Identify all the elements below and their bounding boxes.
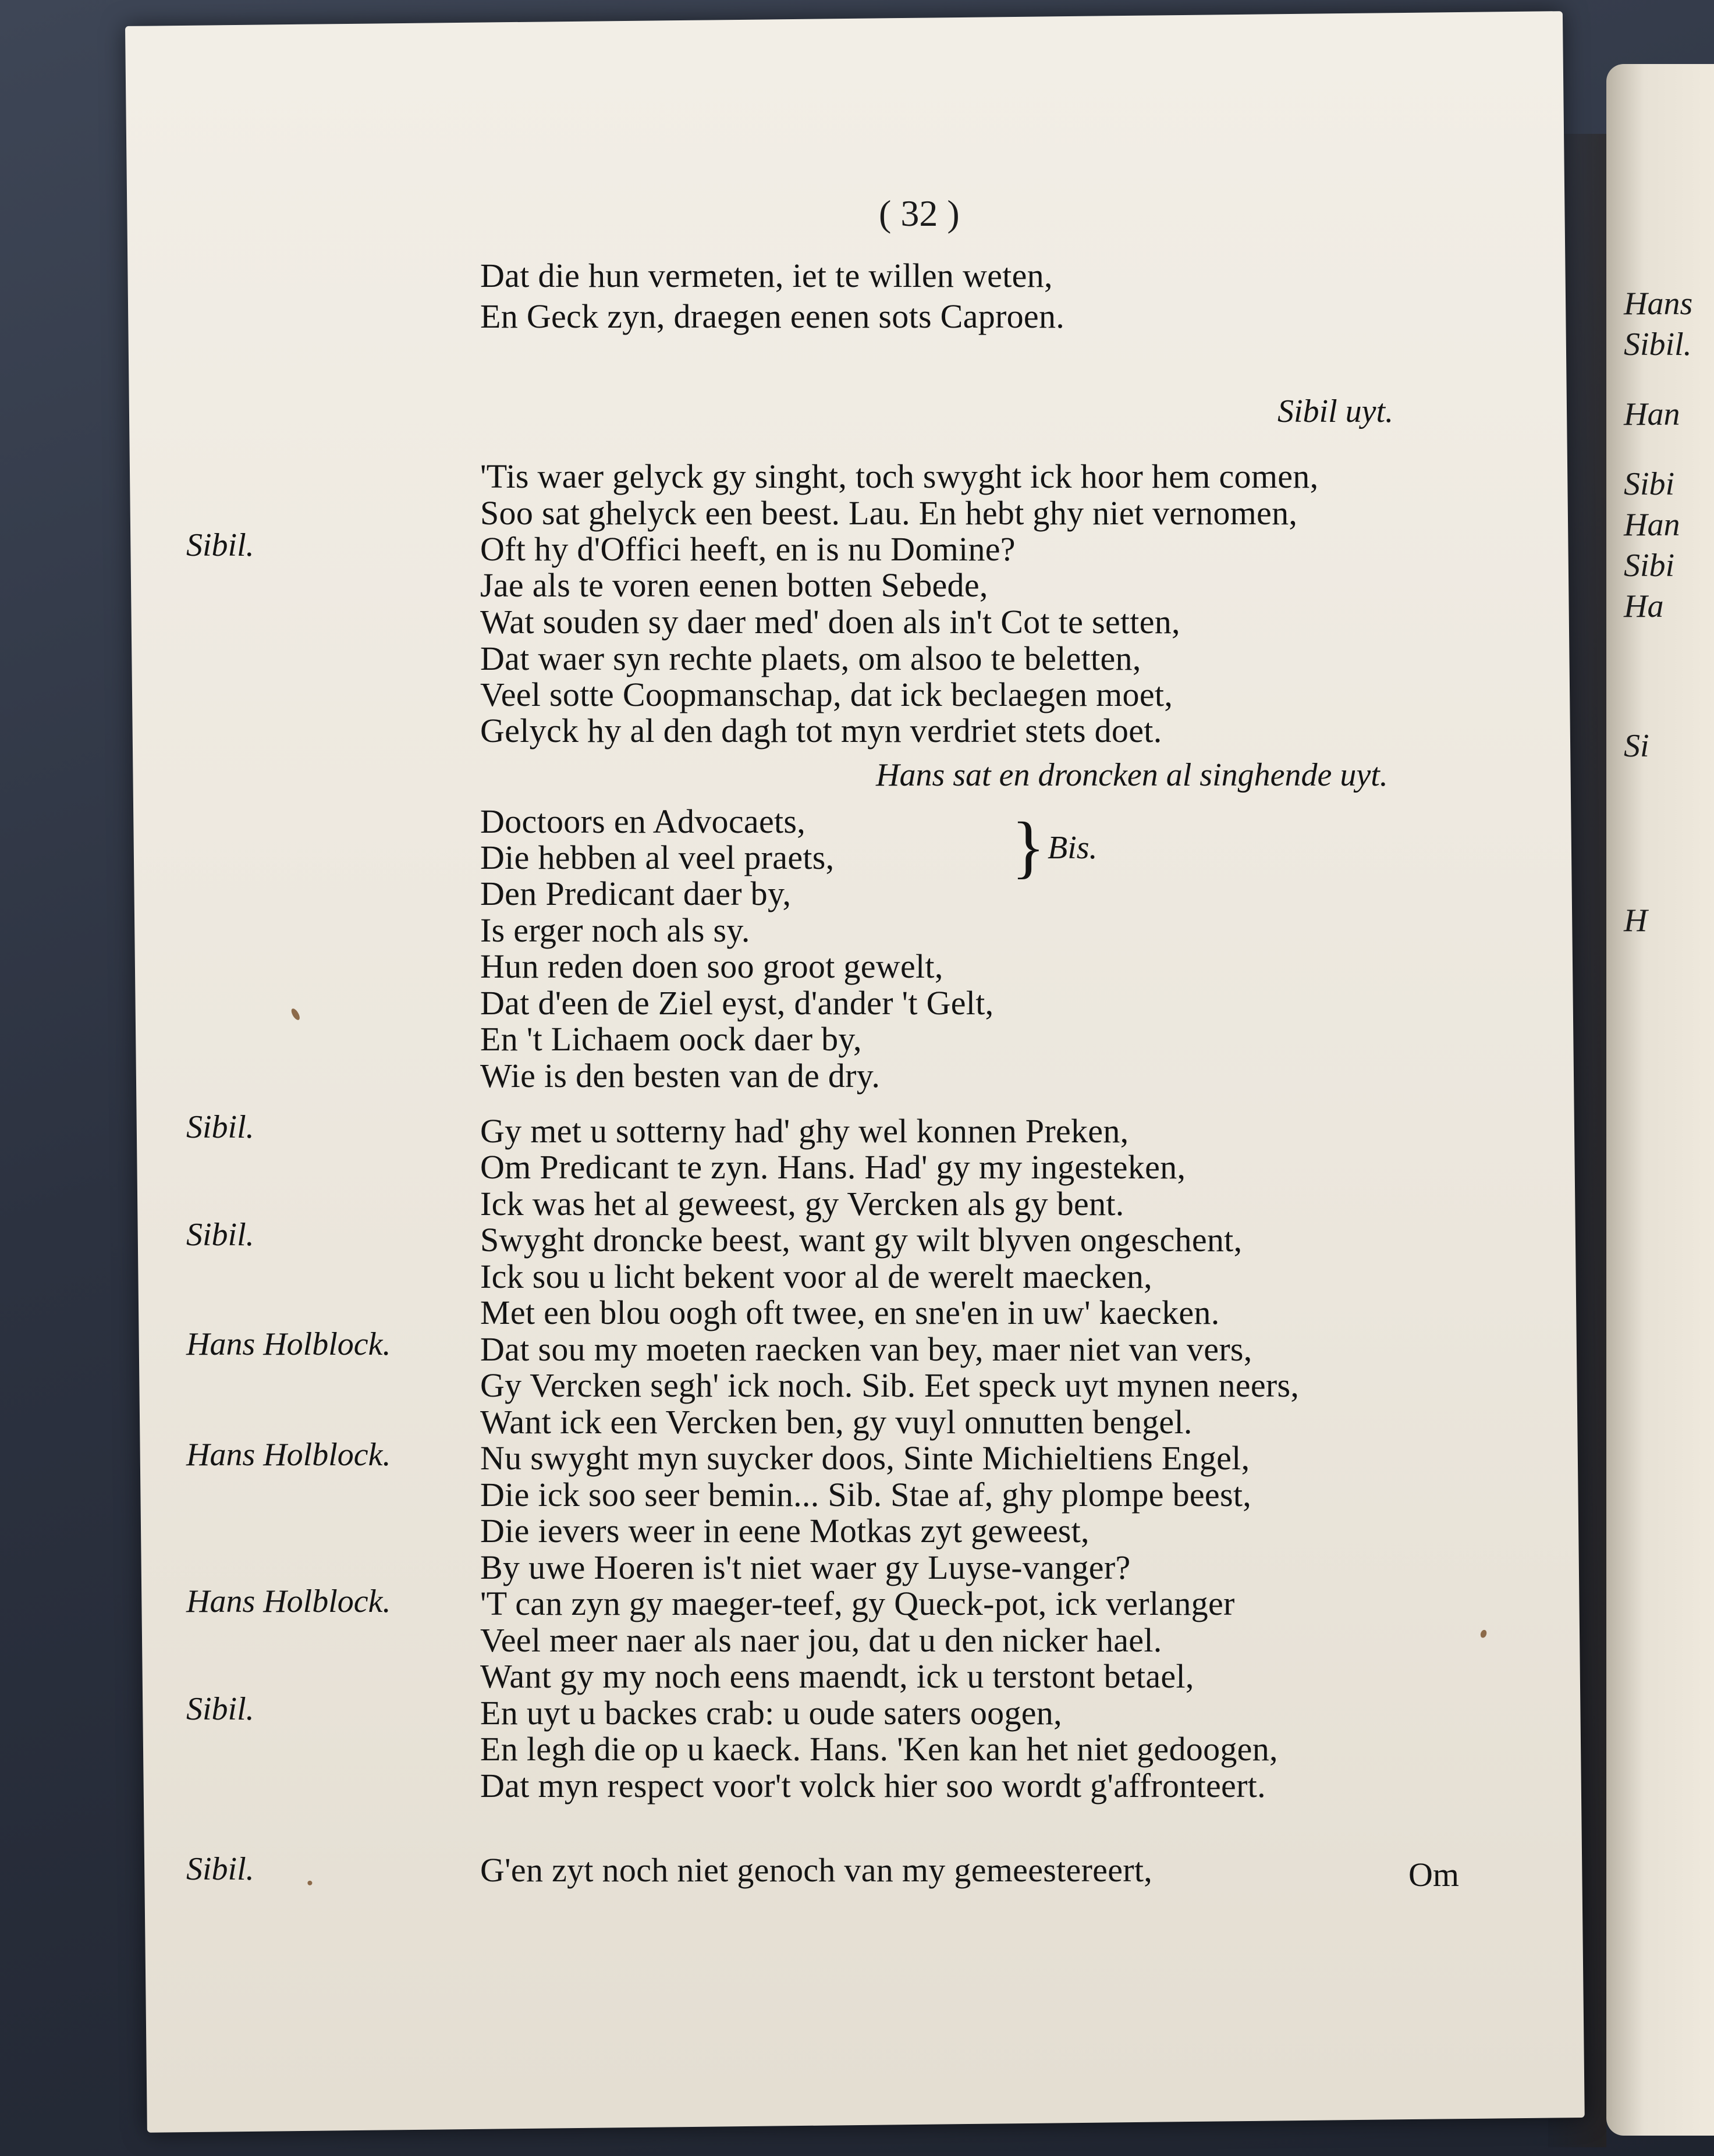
speaker-name: Hans Holblock.: [186, 1437, 391, 1473]
verse-line: Wat souden sy daer med' doen als in't Cot te setten,: [480, 603, 1180, 641]
speaker-name: Sibil.: [186, 1851, 254, 1887]
verse-line: Om Predicant te zyn. Hans. Had' gy my ingesteken,: [480, 1148, 1186, 1186]
verse-line: Want ick een Vercken ben, gy vuyl onnutten bengel.: [480, 1403, 1193, 1441]
song-line: Is erger noch als sy.: [480, 911, 750, 949]
facing-page-speaker: Sibi: [1624, 548, 1675, 584]
song-line: Den Predicant daer by,: [480, 875, 792, 912]
verse-line: Gy Vercken segh' ick noch. Sib. Eet speck uyt mynen neers,: [480, 1366, 1300, 1404]
facing-page-speaker: Han: [1624, 507, 1680, 543]
foxing-mark: [290, 1007, 301, 1021]
speaker-name: Sibil.: [186, 1691, 254, 1727]
verse-line: Want gy my noch eens maendt, ick u terstont betael,: [480, 1657, 1194, 1695]
verse-line: Die ick soo seer bemin... Sib. Stae af, ghy plompe beest,: [480, 1476, 1252, 1514]
facing-page-speaker: H: [1624, 903, 1648, 939]
song-line: Hun reden doen soo groot gewelt,: [480, 947, 943, 985]
verse-line: Soo sat ghelyck een beest. Lau. En hebt ghy niet vernomen,: [480, 494, 1298, 532]
verse-line: Gelyck hy al den dagh tot myn verdriet stets doet.: [480, 712, 1162, 750]
verse-line: 'T can zyn gy maeger-teef, gy Queck-pot, ick verlanger: [480, 1585, 1235, 1622]
speaker-name: Sibil.: [186, 527, 254, 563]
verse-line: Veel sotte Coopmanschap, dat ick beclaegen moet,: [480, 676, 1173, 713]
verse-line: En Geck zyn, draegen eenen sots Caproen.: [480, 297, 1065, 335]
stage-direction: Sibil uyt.: [1277, 393, 1394, 429]
speaker-name: Sibil.: [186, 1217, 254, 1253]
facing-page-speaker: Ha: [1624, 588, 1664, 624]
verse-line: Jae als te voren eenen botten Sebede,: [480, 566, 988, 604]
song-line: Die hebben al veel praets,: [480, 839, 835, 876]
song-line: En 't Lichaem oock daer by,: [480, 1020, 862, 1058]
verse-line: 'Tis waer gelyck gy singht, toch swyght ick hoor hem comen,: [480, 457, 1319, 495]
verse-line: Dat myn respect voor't volck hier soo wordt g'affronteert.: [480, 1767, 1266, 1805]
speaker-name: Sibil.: [186, 1109, 254, 1145]
bis-marker: Bis.: [1048, 830, 1098, 866]
verse-line: En legh die op u kaeck. Hans. 'Ken kan het niet gedoogen,: [480, 1730, 1278, 1768]
verse-line: Swyght droncke beest, want gy wilt blyven ongeschent,: [480, 1221, 1243, 1259]
speaker-name: Hans Holblock.: [186, 1326, 391, 1362]
facing-page-speaker: Han: [1624, 396, 1680, 432]
song-line: Dat d'een de Ziel eyst, d'ander 't Gelt,: [480, 984, 994, 1022]
verse-line: Dat waer syn rechte plaets, om alsoo te beletten,: [480, 640, 1141, 677]
brace-glyph: }: [1012, 808, 1045, 885]
verse-line: Met een blou oogh oft twee, en sne'en in uw' kaecken.: [480, 1294, 1220, 1331]
verse-line: Dat sou my moeten raecken van bey, maer niet van vers,: [480, 1330, 1252, 1368]
verse-line: En uyt u backes crab: u oude saters oogen,: [480, 1694, 1062, 1732]
verse-line: Ick was het al geweest, gy Vercken als gy bent.: [480, 1185, 1124, 1223]
facing-page: [1606, 64, 1714, 2136]
page-number: ( 32 ): [879, 193, 960, 234]
verse-line: By uwe Hoeren is't niet waer gy Luyse-vanger?: [480, 1548, 1131, 1586]
facing-page-speaker: Sibi: [1624, 466, 1675, 502]
verse-line: Die ievers weer in eene Motkas zyt geweest,: [480, 1512, 1090, 1550]
verse-line: Gy met u sotterny had' ghy wel konnen Preken,: [480, 1112, 1129, 1150]
verse-line: Nu swyght myn suycker doos, Sinte Michieltiens Engel,: [480, 1439, 1250, 1477]
catchword: Om: [1408, 1856, 1459, 1894]
facing-page-speaker: Hans: [1624, 286, 1693, 322]
verse-line: Oft hy d'Offici heeft, en is nu Domine?: [480, 530, 1016, 568]
song-line: Wie is den besten van de dry.: [480, 1057, 881, 1095]
stage-direction: Hans sat en droncken al singhende uyt.: [876, 757, 1388, 793]
facing-page-speaker: Sibil.: [1624, 326, 1692, 363]
verse-line: Ick sou u licht bekent voor al de werelt maecken,: [480, 1258, 1152, 1295]
foxing-mark: [307, 1881, 312, 1885]
verse-line: Dat die hun vermeten, iet te willen weten,: [480, 257, 1053, 294]
song-line: Doctoors en Advocaets,: [480, 802, 806, 840]
facing-page-speaker: Si: [1624, 728, 1649, 764]
verse-line: G'en zyt noch niet genoch van my gemeestereert,: [480, 1851, 1153, 1889]
foxing-mark: [1479, 1629, 1488, 1639]
verse-line: Veel meer naer als naer jou, dat u den nicker hael.: [480, 1621, 1162, 1659]
speaker-name: Hans Holblock.: [186, 1583, 391, 1619]
